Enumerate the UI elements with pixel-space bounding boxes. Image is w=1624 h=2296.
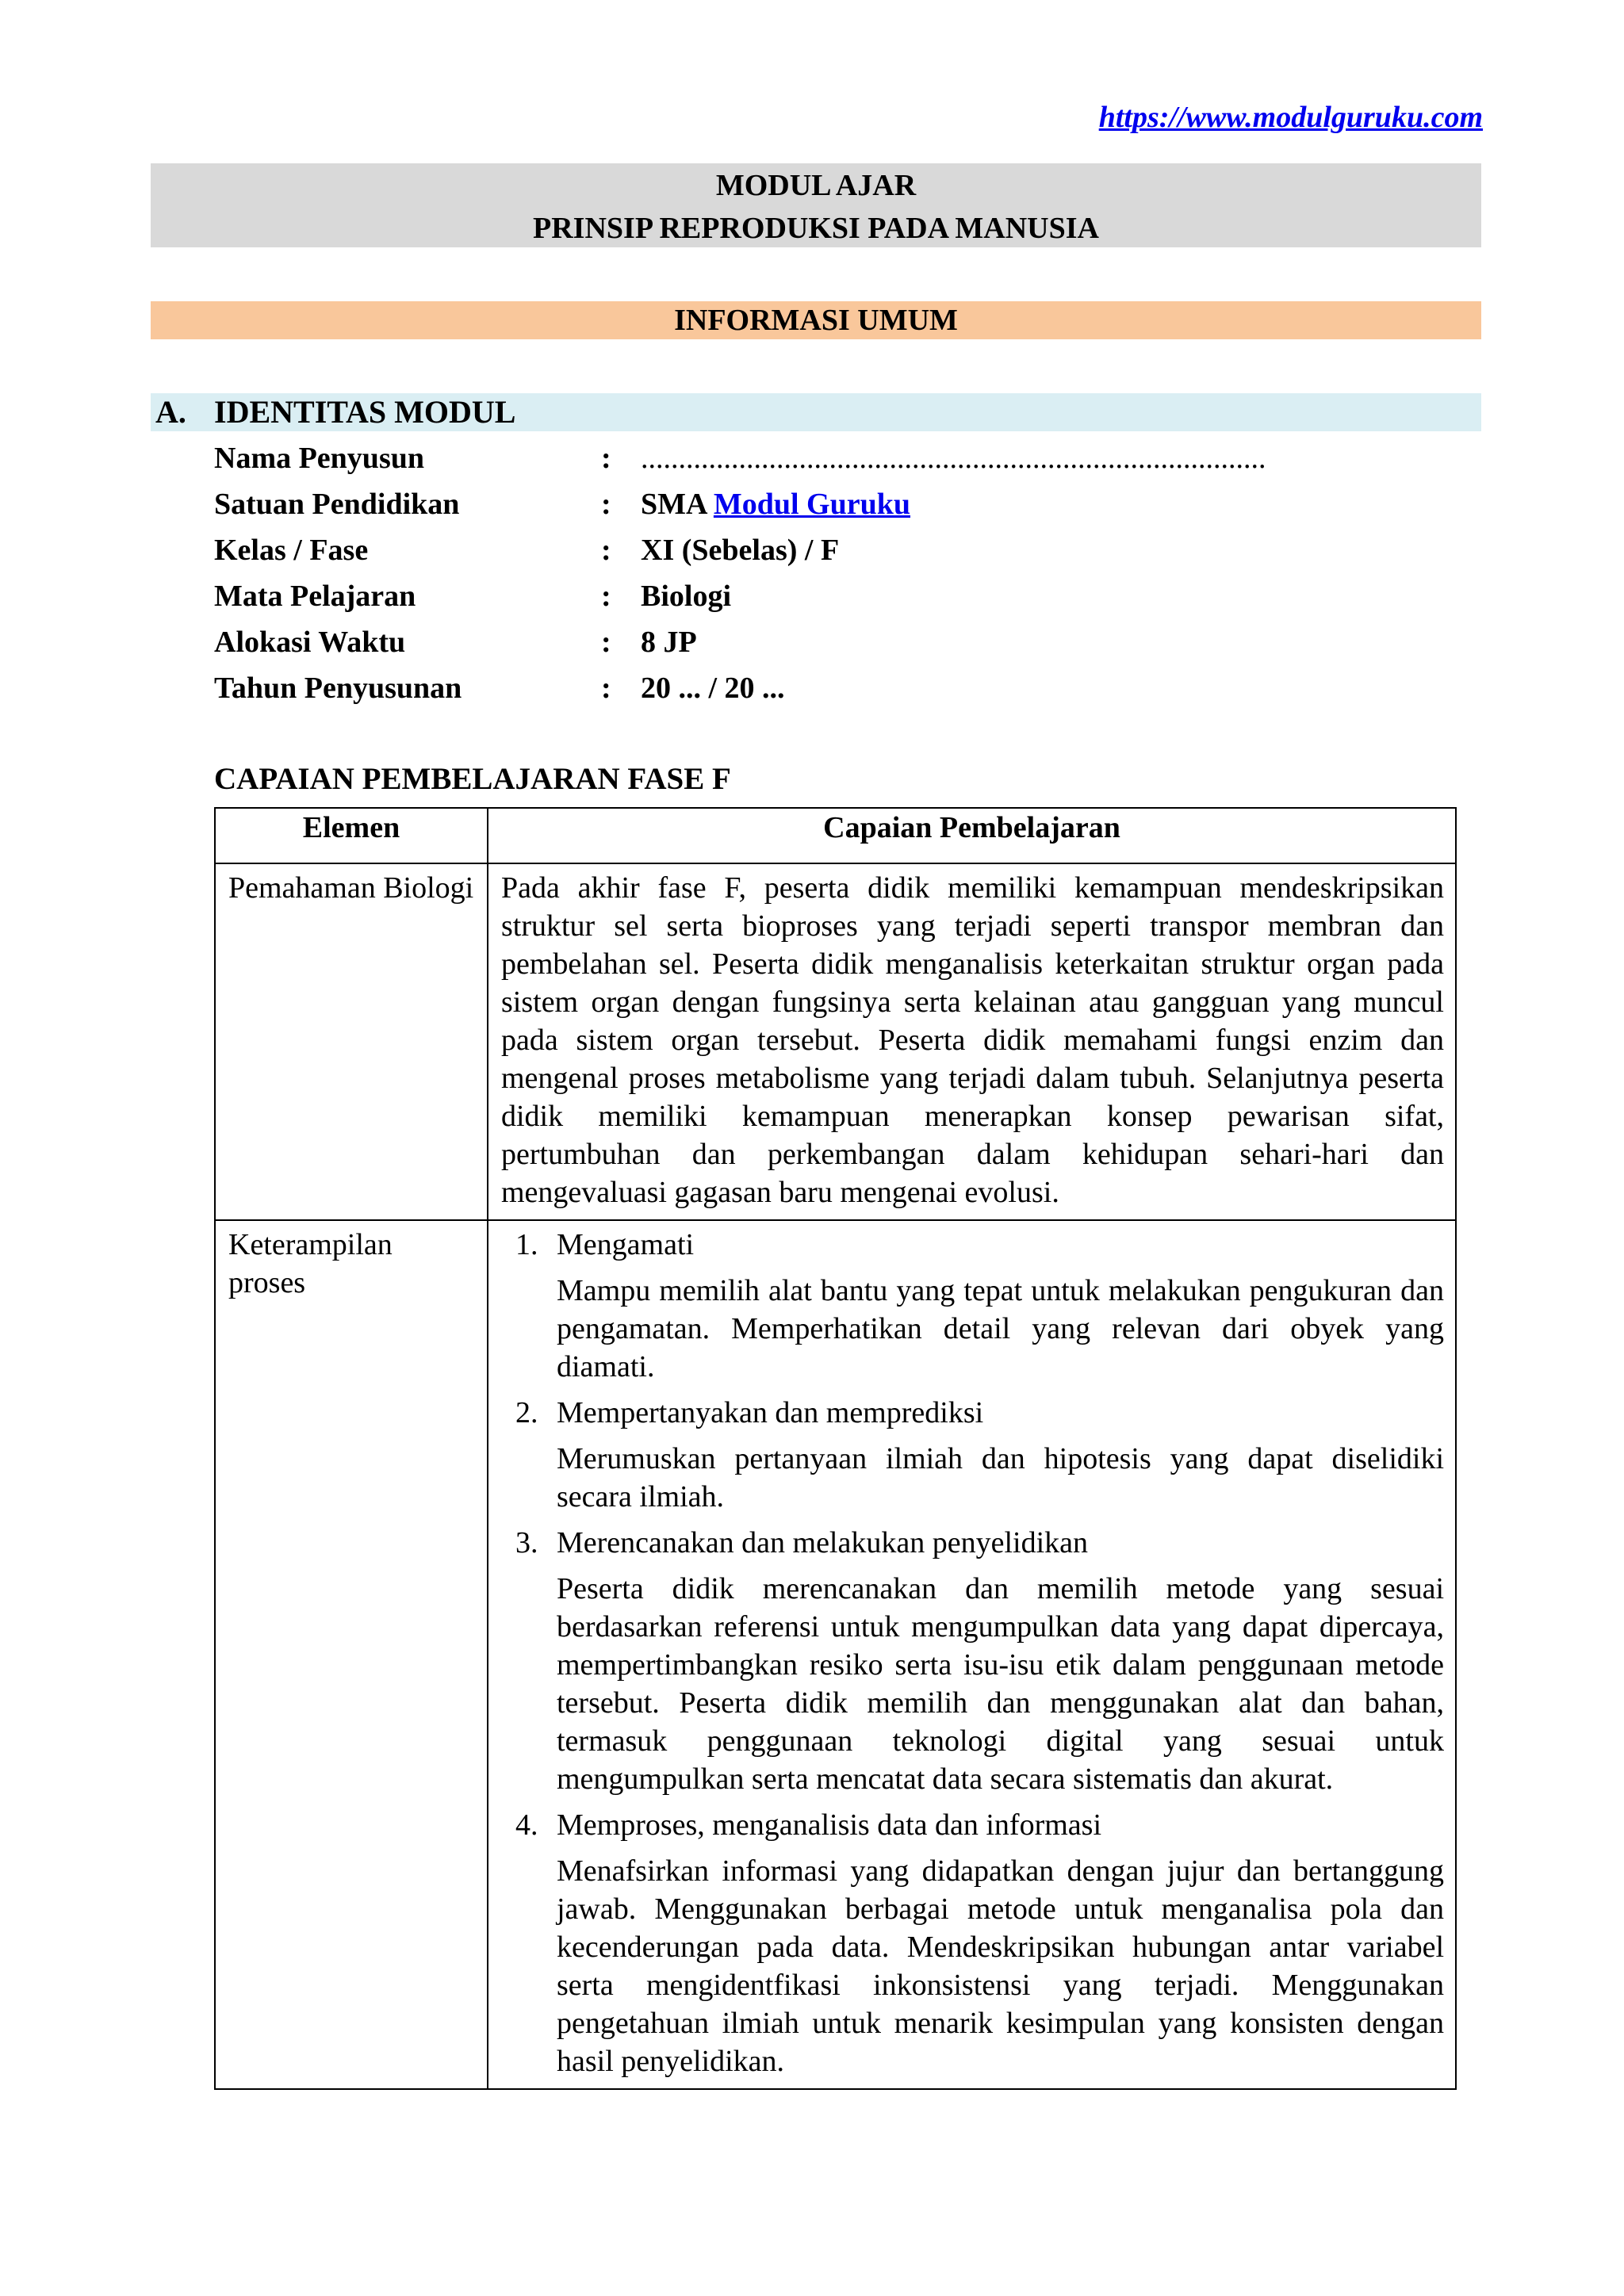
identity-label: Mata Pelajaran	[214, 580, 416, 613]
identity-value: Biologi	[641, 580, 732, 613]
module-title-banner	[151, 163, 1481, 247]
step-title: Memproses, menganalisis data dan informasi	[557, 1808, 1102, 1842]
section-letter: A.	[155, 394, 186, 430]
identity-row-year	[0, 671, 1624, 717]
process-steps-list	[501, 1226, 1444, 2080]
identity-value	[641, 441, 1266, 476]
general-info-heading: INFORMASI UMUM	[151, 301, 1481, 339]
step-number: 2.	[515, 1396, 538, 1429]
identity-colon: :	[601, 442, 611, 475]
website-link[interactable]: https://www.modulguruku.com	[1098, 101, 1483, 134]
identity-row-time	[0, 625, 1624, 671]
element-cell: Pemahaman Biologi	[215, 863, 488, 1220]
identity-row-class	[0, 533, 1624, 579]
identity-label: Tahun Penyusunan	[214, 672, 462, 705]
step-description: Merumuskan pertanyaan ilmiah dan hipotesis yang dapat diselidiki secara ilmiah.	[557, 1442, 1444, 1513]
identity-colon: :	[601, 534, 611, 567]
identity-colon: :	[601, 488, 611, 521]
school-link[interactable]: Modul Guruku	[713, 488, 911, 521]
list-item	[501, 1806, 1444, 2080]
section-a-heading	[151, 393, 1481, 431]
capaian-cell	[488, 1220, 1456, 2089]
capaian-heading: CAPAIAN PEMBELAJARAN FASE F	[214, 762, 731, 796]
author-placeholder-dots: ...................................................................................	[641, 442, 1266, 475]
identity-colon: :	[601, 626, 611, 659]
table-header-row	[215, 808, 1456, 863]
identity-label: Kelas / Fase	[214, 534, 369, 567]
identity-value: 8 JP	[641, 626, 697, 659]
identity-value-text: SMA	[641, 488, 714, 521]
identity-colon: :	[601, 580, 611, 613]
step-number: 3.	[515, 1526, 538, 1559]
table-row	[215, 1220, 1456, 2089]
table-row	[215, 863, 1456, 1220]
identity-row-subject	[0, 579, 1624, 625]
step-description: Mampu memilih alat bantu yang tepat untuk melakukan pengukuran dan pengamatan. Memperhatikan detail yang relevan dari obyek yang diamati.	[557, 1274, 1444, 1383]
identity-value	[641, 487, 910, 522]
step-description: Peserta didik merencanakan dan memilih metode yang sesuai berdasarkan referensi untuk mengumpulkan data yang dapat dipercaya, mempertimbangkan resiko serta isu-isu etik dalam penggunaan metode tersebut. Peserta didik memilih dan menggunakan alat dan bahan, termasuk penggunaan teknologi digital yang sesuai untuk mengumpulkan serta mencatat data secara sistematis dan akurat.	[557, 1572, 1444, 1796]
list-item	[501, 1394, 1444, 1516]
module-subtitle: PRINSIP REPRODUKSI PADA MANUSIA	[533, 212, 1099, 245]
identity-colon: :	[601, 672, 611, 705]
column-header-elemen: Elemen	[215, 808, 488, 863]
section-title: IDENTITAS MODUL	[214, 394, 516, 430]
step-number: 1.	[515, 1228, 538, 1261]
capaian-table	[214, 807, 1457, 2090]
capaian-cell: Pada akhir fase F, peserta didik memiliki kemampuan mendeskripsikan struktur sel serta bioproses yang terjadi seperti transpor membran dan pembelahan sel. Peserta didik menganalisis keterkaitan struktur organ pada sistem organ dengan fungsinya serta kelainan atau gangguan yang muncul pada sistem organ tersebut. Peserta didik memahami fungsi enzim dan mengenal proses metabolisme yang terjadi dalam tubuh. Selanjutnya peserta didik memiliki kemampuan menerapkan konsep pewarisan sifat, pertumbuhan dan perkembangan dalam kehidupan sehari-hari dan mengevaluasi gagasan baru mengenai evolusi.	[488, 863, 1456, 1220]
identity-label: Alokasi Waktu	[214, 626, 406, 659]
identity-row-school	[0, 487, 1624, 533]
identity-label: Nama Penyusun	[214, 442, 424, 475]
element-cell: Keterampilan proses	[215, 1220, 488, 2089]
list-item	[501, 1226, 1444, 1386]
identity-value: XI (Sebelas) / F	[641, 534, 840, 567]
step-title: Merencanakan dan melakukan penyelidikan	[557, 1526, 1088, 1559]
column-header-capaian: Capaian Pembelajaran	[488, 808, 1456, 863]
step-title: Mengamati	[557, 1228, 695, 1261]
identity-label: Satuan Pendidikan	[214, 488, 460, 521]
step-title: Mempertanyakan dan memprediksi	[557, 1396, 984, 1429]
module-title: MODUL AJAR	[715, 169, 917, 202]
identity-value: 20 ... / 20 ...	[641, 672, 785, 705]
step-description: Menafsirkan informasi yang didapatkan dengan jujur dan bertanggung jawab. Menggunakan berbagai metode untuk menganalisa pola dan kecenderungan pada data. Mendeskripsikan hubungan antar variabel serta mengidentfikasi inkonsistensi yang terjadi. Menggunakan pengetahuan ilmiah untuk menarik kesimpulan yang konsisten dengan hasil penyelidikan.	[557, 1854, 1444, 2078]
list-item	[501, 1524, 1444, 1798]
identity-row-author	[0, 441, 1624, 487]
step-number: 4.	[515, 1808, 538, 1842]
